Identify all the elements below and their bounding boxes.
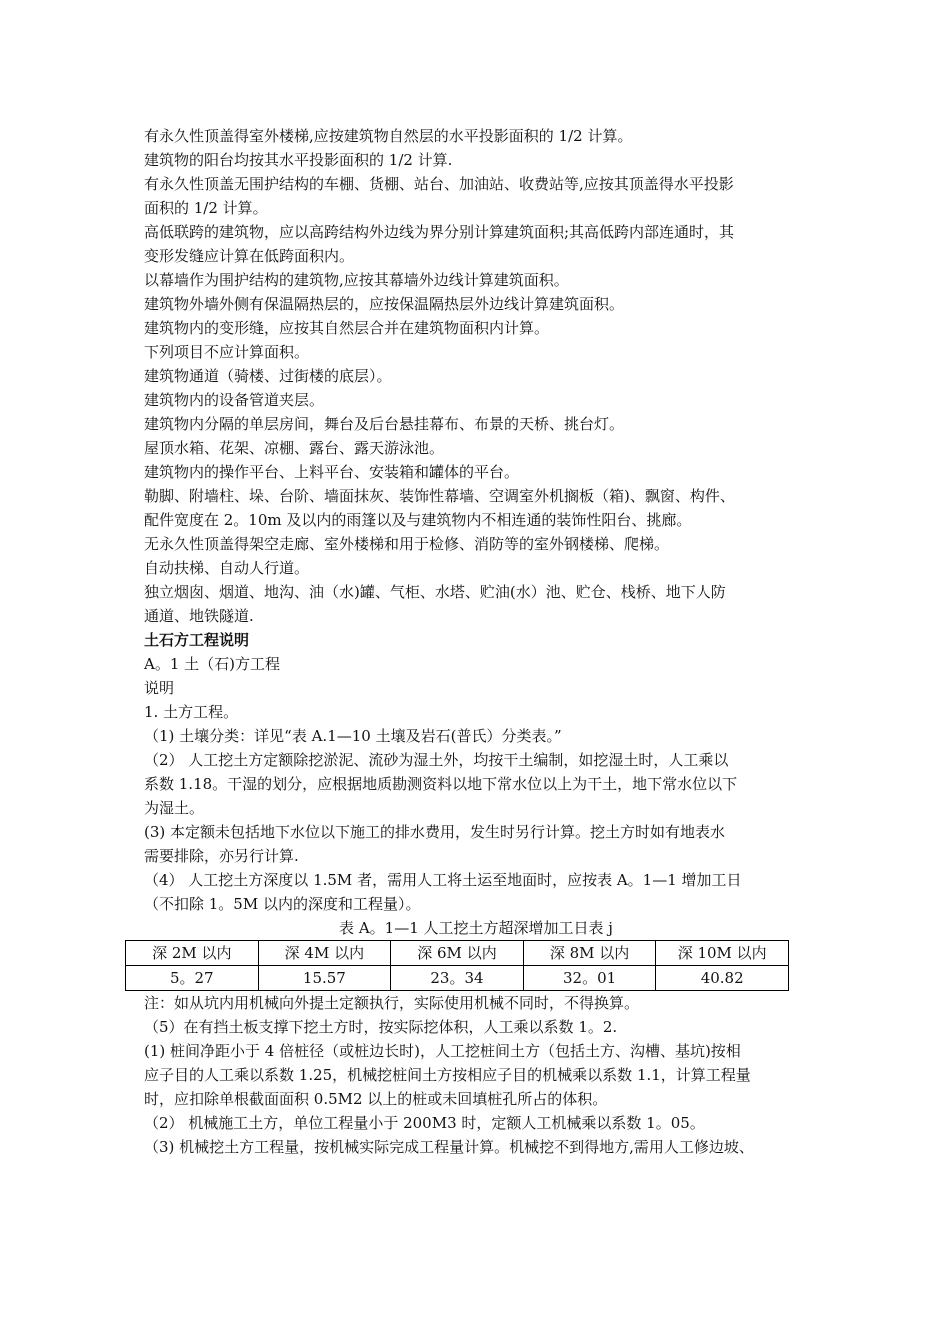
text-line: 为湿土。 bbox=[144, 799, 205, 817]
table-row bbox=[126, 966, 789, 991]
text-line: 建筑物通道（骑楼、过街楼的底层）。 bbox=[144, 367, 392, 385]
text-line: 建筑物内的变形缝，应按其自然层合并在建筑物面积内计算。 bbox=[144, 319, 550, 337]
bottom-paragraphs bbox=[144, 991, 812, 1159]
table-header-cell: 深 8M 以内 bbox=[523, 941, 656, 966]
text-line: （不扣除 1。5M 以内的深度和工程量）。 bbox=[144, 895, 421, 913]
text-line: （3) 机械挖土方工程量，按机械实际完成工程量计算。机械挖不到得地方,需用人工修边坡、 bbox=[144, 1138, 754, 1156]
text-line: （4） 人工挖土方深度以 1.5M 者，需用人工将土运至地面时，应按表 A。1—1 增加工日 bbox=[144, 871, 742, 889]
table-caption: 表 A。1—1 人工挖土方超深增加工日表 j bbox=[339, 919, 613, 937]
text-line: （1) 土壤分类：详见“表 A.1—10 土壤及岩石(普氏）分类表。” bbox=[144, 727, 562, 745]
text-line: 说明 bbox=[144, 679, 175, 697]
table-cell: 5。27 bbox=[126, 966, 259, 991]
text-line: 屋顶水箱、花架、凉棚、露台、露天游泳池。 bbox=[144, 439, 445, 457]
text-line: 应子目的人工乘以系数 1.25，机械挖桩间土方按相应子目的机械乘以系数 1.1，计算工程量 bbox=[144, 1066, 751, 1084]
text-line: （2） 机械施工土方，单位工程量小于 200M3 时，定额人工机械乘以系数 1。05。 bbox=[144, 1114, 705, 1132]
text-line: 建筑物内的设备管道夹层。 bbox=[144, 391, 325, 409]
text-line: 无永久性顶盖得架空走廊、室外楼梯和用于检修、消防等的室外钢楼梯、爬梯。 bbox=[144, 535, 670, 553]
text-line: 建筑物内分隔的单层房间，舞台及后台悬挂幕布、布景的天桥、挑台灯。 bbox=[144, 415, 625, 433]
text-line: 注：如从坑内用机械向外提土定额执行，实际使用机械不同时，不得换算。 bbox=[144, 994, 640, 1012]
table-cell: 40.82 bbox=[656, 966, 789, 991]
text-line: 系数 1.18。干湿的划分，应根据地质勘测资料以地下常水位以上为干土，地下常水位以下 bbox=[144, 775, 738, 793]
middle-paragraphs bbox=[144, 652, 812, 916]
text-line: 以幕墙作为围护结构的建筑物,应按其幕墙外边线计算建筑面积。 bbox=[144, 271, 569, 289]
text-line: (3) 本定额未包括地下水位以下施工的排水费用，发生时另行计算。挖土方时如有地表水 bbox=[144, 823, 726, 841]
document-page bbox=[144, 124, 812, 1159]
text-line: 建筑物的阳台均按其水平投影面积的 1/2 计算. bbox=[144, 151, 453, 169]
text-line: 独立烟囱、烟道、地沟、油（水)罐、气柜、水塔、贮油(水）池、贮仓、栈桥、地下人防 bbox=[144, 583, 726, 601]
depth-workday-table bbox=[125, 940, 789, 991]
table-header-row bbox=[126, 941, 789, 966]
text-line: （5）在有挡土板支撑下挖土方时，按实际挖体积，人工乘以系数 1。2. bbox=[144, 1018, 618, 1036]
text-line: (1) 桩间净距小于 4 倍桩径（或桩边长时)，人工挖桩间土方（包括土方、沟槽、基坑)按相 bbox=[144, 1042, 741, 1060]
text-line: 面积的 1/2 计算。 bbox=[144, 199, 268, 217]
text-line: 建筑物外墙外侧有保温隔热层的，应按保温隔热层外边线计算建筑面积。 bbox=[144, 295, 625, 313]
top-paragraphs bbox=[144, 124, 812, 628]
text-line: 变形发缝应计算在低跨面积内。 bbox=[144, 247, 355, 265]
text-line: 有永久性顶盖无围护结构的车棚、货棚、站台、加油站、收费站等,应按其顶盖得水平投影 bbox=[144, 175, 734, 193]
text-line: 1. 土方工程。 bbox=[144, 703, 239, 721]
text-line: 配件宽度在 2。10m 及以内的雨篷以及与建筑物内不相连通的装饰性阳台、挑廊。 bbox=[144, 511, 692, 529]
text-line: 下列项目不应计算面积。 bbox=[144, 343, 310, 361]
text-line: 建筑物内的操作平台、上料平台、安装箱和罐体的平台。 bbox=[144, 463, 520, 481]
text-line: 需要排除，亦另行计算. bbox=[144, 847, 299, 865]
table-header-cell: 深 6M 以内 bbox=[391, 941, 524, 966]
text-line: 自动扶梯、自动人行道。 bbox=[144, 559, 310, 577]
text-line: A。1 土（石)方工程 bbox=[144, 655, 280, 673]
text-line: 有永久性顶盖得室外楼梯,应按建筑物自然层的水平投影面积的 1/2 计算。 bbox=[144, 127, 633, 145]
text-line: （2） 人工挖土方定额除挖淤泥、流砂为湿土外，均按干土编制，如挖湿土时，人工乘以 bbox=[144, 751, 729, 769]
text-line: 高低联跨的建筑物，应以高跨结构外边线为界分别计算建筑面积;其高低跨内部连通时，其 bbox=[144, 223, 735, 241]
table-header-cell: 深 10M 以内 bbox=[656, 941, 789, 966]
text-line: 勒脚、附墙柱、垛、台阶、墙面抹灰、装饰性幕墙、空调室外机搁板（箱)、飘窗、构件、 bbox=[144, 487, 735, 505]
table-cell: 23。34 bbox=[391, 966, 524, 991]
table-cell: 15.57 bbox=[258, 966, 391, 991]
table-header-cell: 深 4M 以内 bbox=[258, 941, 391, 966]
text-line: 通道、地铁隧道. bbox=[144, 607, 254, 625]
table-header-cell: 深 2M 以内 bbox=[126, 941, 259, 966]
text-line: 时，应扣除单根截面面积 0.5M2 以上的桩或未回填桩孔所占的体积。 bbox=[144, 1090, 608, 1108]
section-title: 土石方工程说明 bbox=[144, 631, 250, 649]
table-cell: 32。01 bbox=[523, 966, 656, 991]
